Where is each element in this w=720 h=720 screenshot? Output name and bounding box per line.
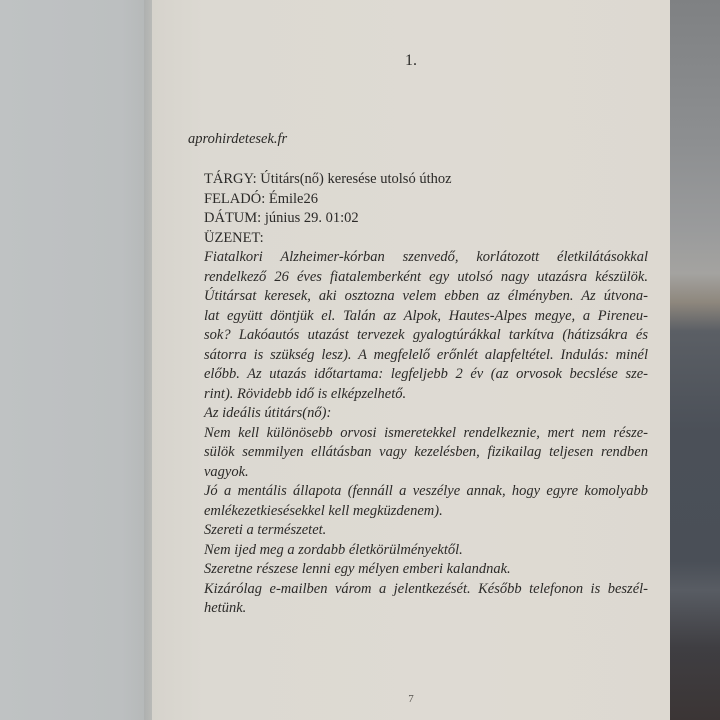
message-line: Nem kell különösebb orvosi ismeretekkel rendelkeznie, mert nem része- [204,424,648,441]
ad-header [204,170,644,248]
left-page-blurred [0,0,152,720]
ad-message [204,248,648,619]
date-line: DÁTUM: június 29. 01:02 [204,210,359,226]
message-label: ÜZENET: [204,229,264,246]
message-line: Kizárólag e-mailben várom a jelentkezését. Később telefonon is beszél- [204,580,648,597]
message-line: Az ideális útitárs(nő): [204,405,332,421]
message-line: rendelkező 26 éves fiatalemberként egy utolsó nagy utazásra készülök. [204,268,648,285]
message-line: sülök semmilyen ellátásban vagy kezelésben, fizikailag teljesen rendben [204,444,648,460]
message-line: Nem ijed meg a zordabb életkörülményektől. [204,541,463,558]
site-name: aprohirdetesek.fr [188,131,288,147]
subject-line: TÁRGY: Útitárs(nő) keresése utolsó úthoz [204,171,452,187]
message-line: Szereti a természetet. [204,522,327,538]
page-number: 7 [408,693,414,705]
message-line: előbb. Az utazás időtartama: legfeljebb 2 év (az orvosok becslése sze- [204,366,648,382]
message-line: emlékezetkiesésekkel kell megküzdenem). [204,502,443,519]
book-page [152,0,670,720]
message-line: Útitársat keresek, aki osztozna velem ebben az élményben. Az útvona- [204,288,648,304]
message-line: Fiatalkori Alzheimer-kórban szenvedő, korlátozott életkilátásokkal [204,249,648,265]
message-line: lat együtt döntjük el. Talán az Alpok, Hautes-Alpes megye, a Pireneu- [204,307,648,324]
sender-line: FELADÓ: Émile26 [204,190,318,207]
message-line: hetünk. [204,600,247,616]
message-line: sok? Lakóautós utazást tervezek gyalogtúrákkal tarkítva (hátizsákra és [204,327,648,343]
message-line: Jó a mentális állapota (fennáll a veszélye annak, hogy egyre komolyabb [204,483,648,499]
message-line: vagyok. [204,463,249,480]
chapter-number: 1. [405,52,417,69]
message-line: sátorra is szükség lesz). A megfelelő erőnlét alapfeltétel. Indulás: minél [204,346,648,363]
message-line: Szeretne részese lenni egy mélyen emberi kalandnak. [204,561,511,577]
message-line: rint). Rövidebb idő is elképzelhető. [204,385,407,402]
background-surface [670,0,720,720]
